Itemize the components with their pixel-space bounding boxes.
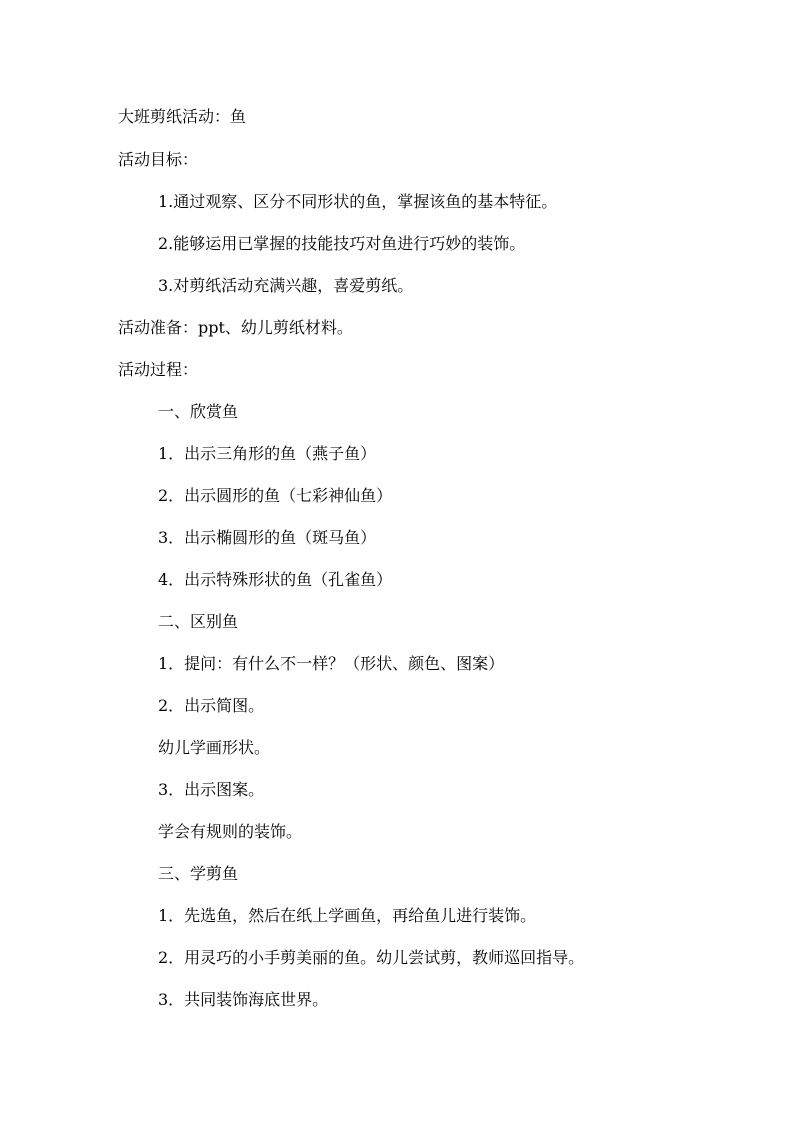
list-item: 3．出示椭圆形的鱼（斑马鱼） xyxy=(158,528,377,547)
preparation-text: 活动准备：ppt、幼儿剪纸材料。 xyxy=(118,318,353,337)
list-item: 3．出示图案。 xyxy=(158,780,265,799)
goal-item-3: 3.对剪纸活动充满兴趣，喜爱剪纸。 xyxy=(158,276,414,295)
process-heading: 活动过程： xyxy=(118,360,199,379)
list-item: 1．出示三角形的鱼（燕子鱼） xyxy=(158,444,377,463)
list-item: 学会有规则的装饰。 xyxy=(158,822,303,841)
list-item: 2．出示圆形的鱼（七彩神仙鱼） xyxy=(158,486,393,505)
list-item: 1．先选鱼，然后在纸上学画鱼，再给鱼儿进行装饰。 xyxy=(158,906,537,925)
goal-item-2: 2.能够运用已掌握的技能技巧对鱼进行巧妙的装饰。 xyxy=(158,234,526,253)
list-item: 1．提问：有什么不一样？（形状、颜色、图案） xyxy=(158,654,505,673)
section-title-cut: 三、学剪鱼 xyxy=(158,864,239,883)
goals-heading: 活动目标： xyxy=(118,150,199,169)
list-item: 4．出示特殊形状的鱼（孔雀鱼） xyxy=(158,570,393,589)
goal-item-1: 1.通过观察、区分不同形状的鱼，掌握该鱼的基本特征。 xyxy=(158,192,558,211)
list-item: 3．共同装饰海底世界。 xyxy=(158,990,329,1009)
list-item: 2．出示简图。 xyxy=(158,696,265,715)
section-title-distinguish: 二、区别鱼 xyxy=(158,612,239,631)
document-title: 大班剪纸活动：鱼 xyxy=(118,107,247,126)
list-item: 2．用灵巧的小手剪美丽的鱼。幼儿尝试剪，教师巡回指导。 xyxy=(158,948,585,967)
list-item: 幼儿学画形状。 xyxy=(158,738,271,757)
section-title-appreciate: 一、欣赏鱼 xyxy=(158,402,239,421)
